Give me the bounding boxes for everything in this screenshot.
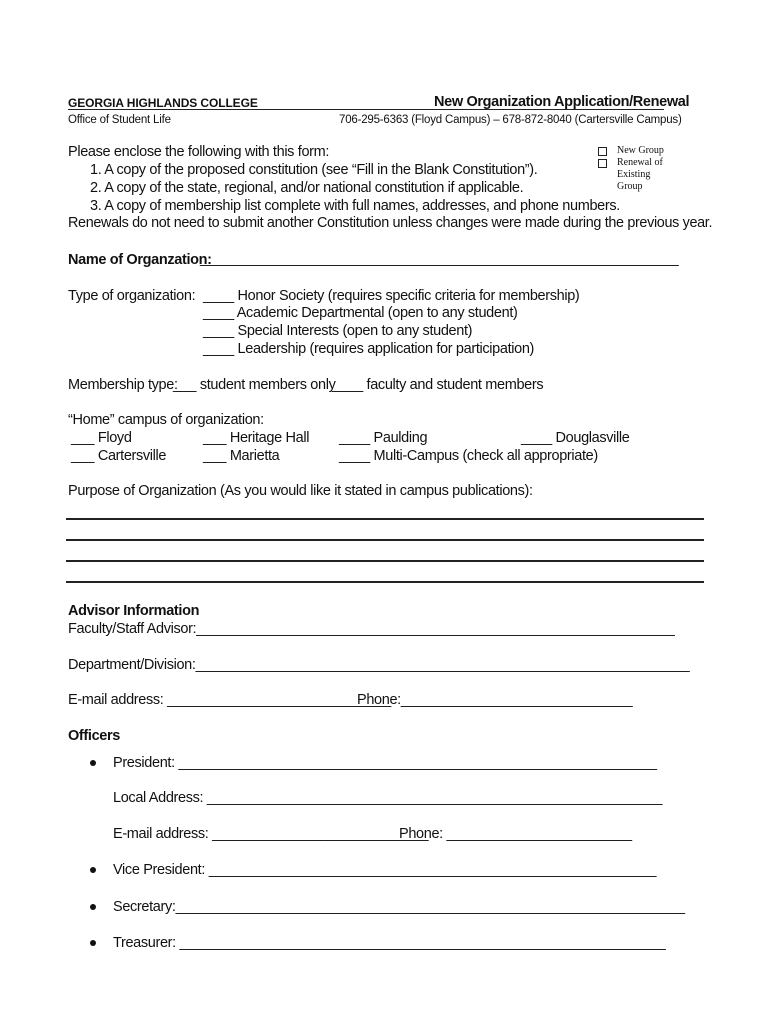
renewal-label: Renewal of Existing Group bbox=[617, 157, 663, 192]
purpose-label: Purpose of Organization (As you would like it stated in campus publications): bbox=[68, 483, 533, 499]
org-type-label: Type of organization: bbox=[68, 288, 196, 304]
renewal-note: Renewals do not need to submit another Constitution unless changes were made during the previous year. bbox=[68, 215, 713, 231]
campus-marietta[interactable]: ___ Marietta bbox=[203, 448, 280, 464]
enclose-item: 1. A copy of the proposed constitution (see “Fill in the Blank Constitution”). bbox=[90, 162, 538, 178]
org-name-label: Name of Organzation: bbox=[68, 252, 212, 268]
advisor-department-field[interactable]: Department/Division:________________________________________________________________ bbox=[68, 657, 690, 673]
college-name: GEORGIA HIGHLANDS COLLEGE bbox=[68, 96, 258, 110]
new-group-checkbox[interactable] bbox=[598, 147, 607, 156]
purpose-line[interactable] bbox=[66, 560, 704, 562]
advisor-faculty-field[interactable]: Faculty/Staff Advisor:______________________________________________________________ bbox=[68, 621, 675, 637]
new-group-label: New Group bbox=[617, 145, 664, 156]
membership-option-students[interactable]: ___ student members only bbox=[173, 377, 336, 393]
treasurer-field[interactable]: Treasurer: _______________________________________________________________ bbox=[113, 935, 666, 951]
enclose-intro: Please enclose the following with this form: bbox=[68, 144, 330, 160]
bullet-icon bbox=[90, 904, 96, 910]
vice-president-field[interactable]: Vice President: __________________________________________________________ bbox=[113, 862, 657, 878]
campus-heritage-hall[interactable]: ___ Heritage Hall bbox=[203, 430, 310, 446]
president-field[interactable]: President: ______________________________________________________________ bbox=[113, 755, 657, 771]
new-group-option[interactable] bbox=[596, 145, 676, 157]
campus-cartersville[interactable]: ___ Cartersville bbox=[71, 448, 167, 464]
office-name: Office of Student Life bbox=[68, 114, 171, 126]
campus-paulding[interactable]: ____ Paulding bbox=[339, 430, 428, 446]
campus-douglasville[interactable]: ____ Douglasville bbox=[521, 430, 630, 446]
secretary-field[interactable]: Secretary:__________________________________________________________________ bbox=[113, 899, 685, 915]
org-type-option[interactable]: ____ Academic Departmental (open to any student) bbox=[203, 305, 518, 321]
president-email-field[interactable]: E-mail address: ____________________________ bbox=[113, 826, 429, 842]
campus-phones: 706-295-6363 (Floyd Campus) – 678-872-8040 (Cartersville Campus) bbox=[339, 114, 682, 126]
advisor-email-field[interactable]: E-mail address: _____________________________ bbox=[68, 692, 391, 708]
membership-label: Membership type: bbox=[68, 377, 178, 393]
purpose-line[interactable] bbox=[66, 539, 704, 541]
org-type-option[interactable]: ____ Leadership (requires application for participation) bbox=[203, 341, 535, 357]
officers-heading: Officers bbox=[68, 728, 120, 744]
president-address-field[interactable]: Local Address: ___________________________________________________________ bbox=[113, 790, 663, 806]
renewal-option[interactable] bbox=[596, 157, 676, 193]
org-type-option[interactable]: ____ Special Interests (open to any student) bbox=[203, 323, 473, 339]
org-name-field[interactable]: ______________________________________________________________ bbox=[200, 251, 679, 267]
bullet-icon bbox=[90, 867, 96, 873]
renewal-checkbox[interactable] bbox=[598, 159, 607, 168]
header-rule bbox=[68, 109, 664, 110]
bullet-icon bbox=[90, 940, 96, 946]
president-phone-field[interactable]: Phone: ________________________ bbox=[399, 826, 632, 842]
org-type-option[interactable]: ____ Honor Society (requires specific criteria for membership) bbox=[203, 288, 580, 304]
bullet-icon bbox=[90, 760, 96, 766]
campus-floyd[interactable]: ___ Floyd bbox=[71, 430, 132, 446]
purpose-line[interactable] bbox=[66, 518, 704, 520]
enclose-item: 2. A copy of the state, regional, and/or national constitution if applicable. bbox=[90, 180, 524, 196]
membership-option-faculty[interactable]: ____ faculty and student members bbox=[332, 377, 544, 393]
campus-multi[interactable]: ____ Multi-Campus (check all appropriate) bbox=[339, 448, 598, 464]
campus-label: “Home” campus of organization: bbox=[68, 412, 264, 428]
advisor-heading: Advisor Information bbox=[68, 603, 200, 619]
group-type-box bbox=[596, 145, 676, 193]
form-title: New Organization Application/Renewal bbox=[434, 94, 690, 110]
advisor-phone-field[interactable]: Phone:______________________________ bbox=[357, 692, 633, 708]
enclose-item: 3. A copy of membership list complete with full names, addresses, and phone numbers. bbox=[90, 198, 620, 214]
purpose-line[interactable] bbox=[66, 581, 704, 583]
